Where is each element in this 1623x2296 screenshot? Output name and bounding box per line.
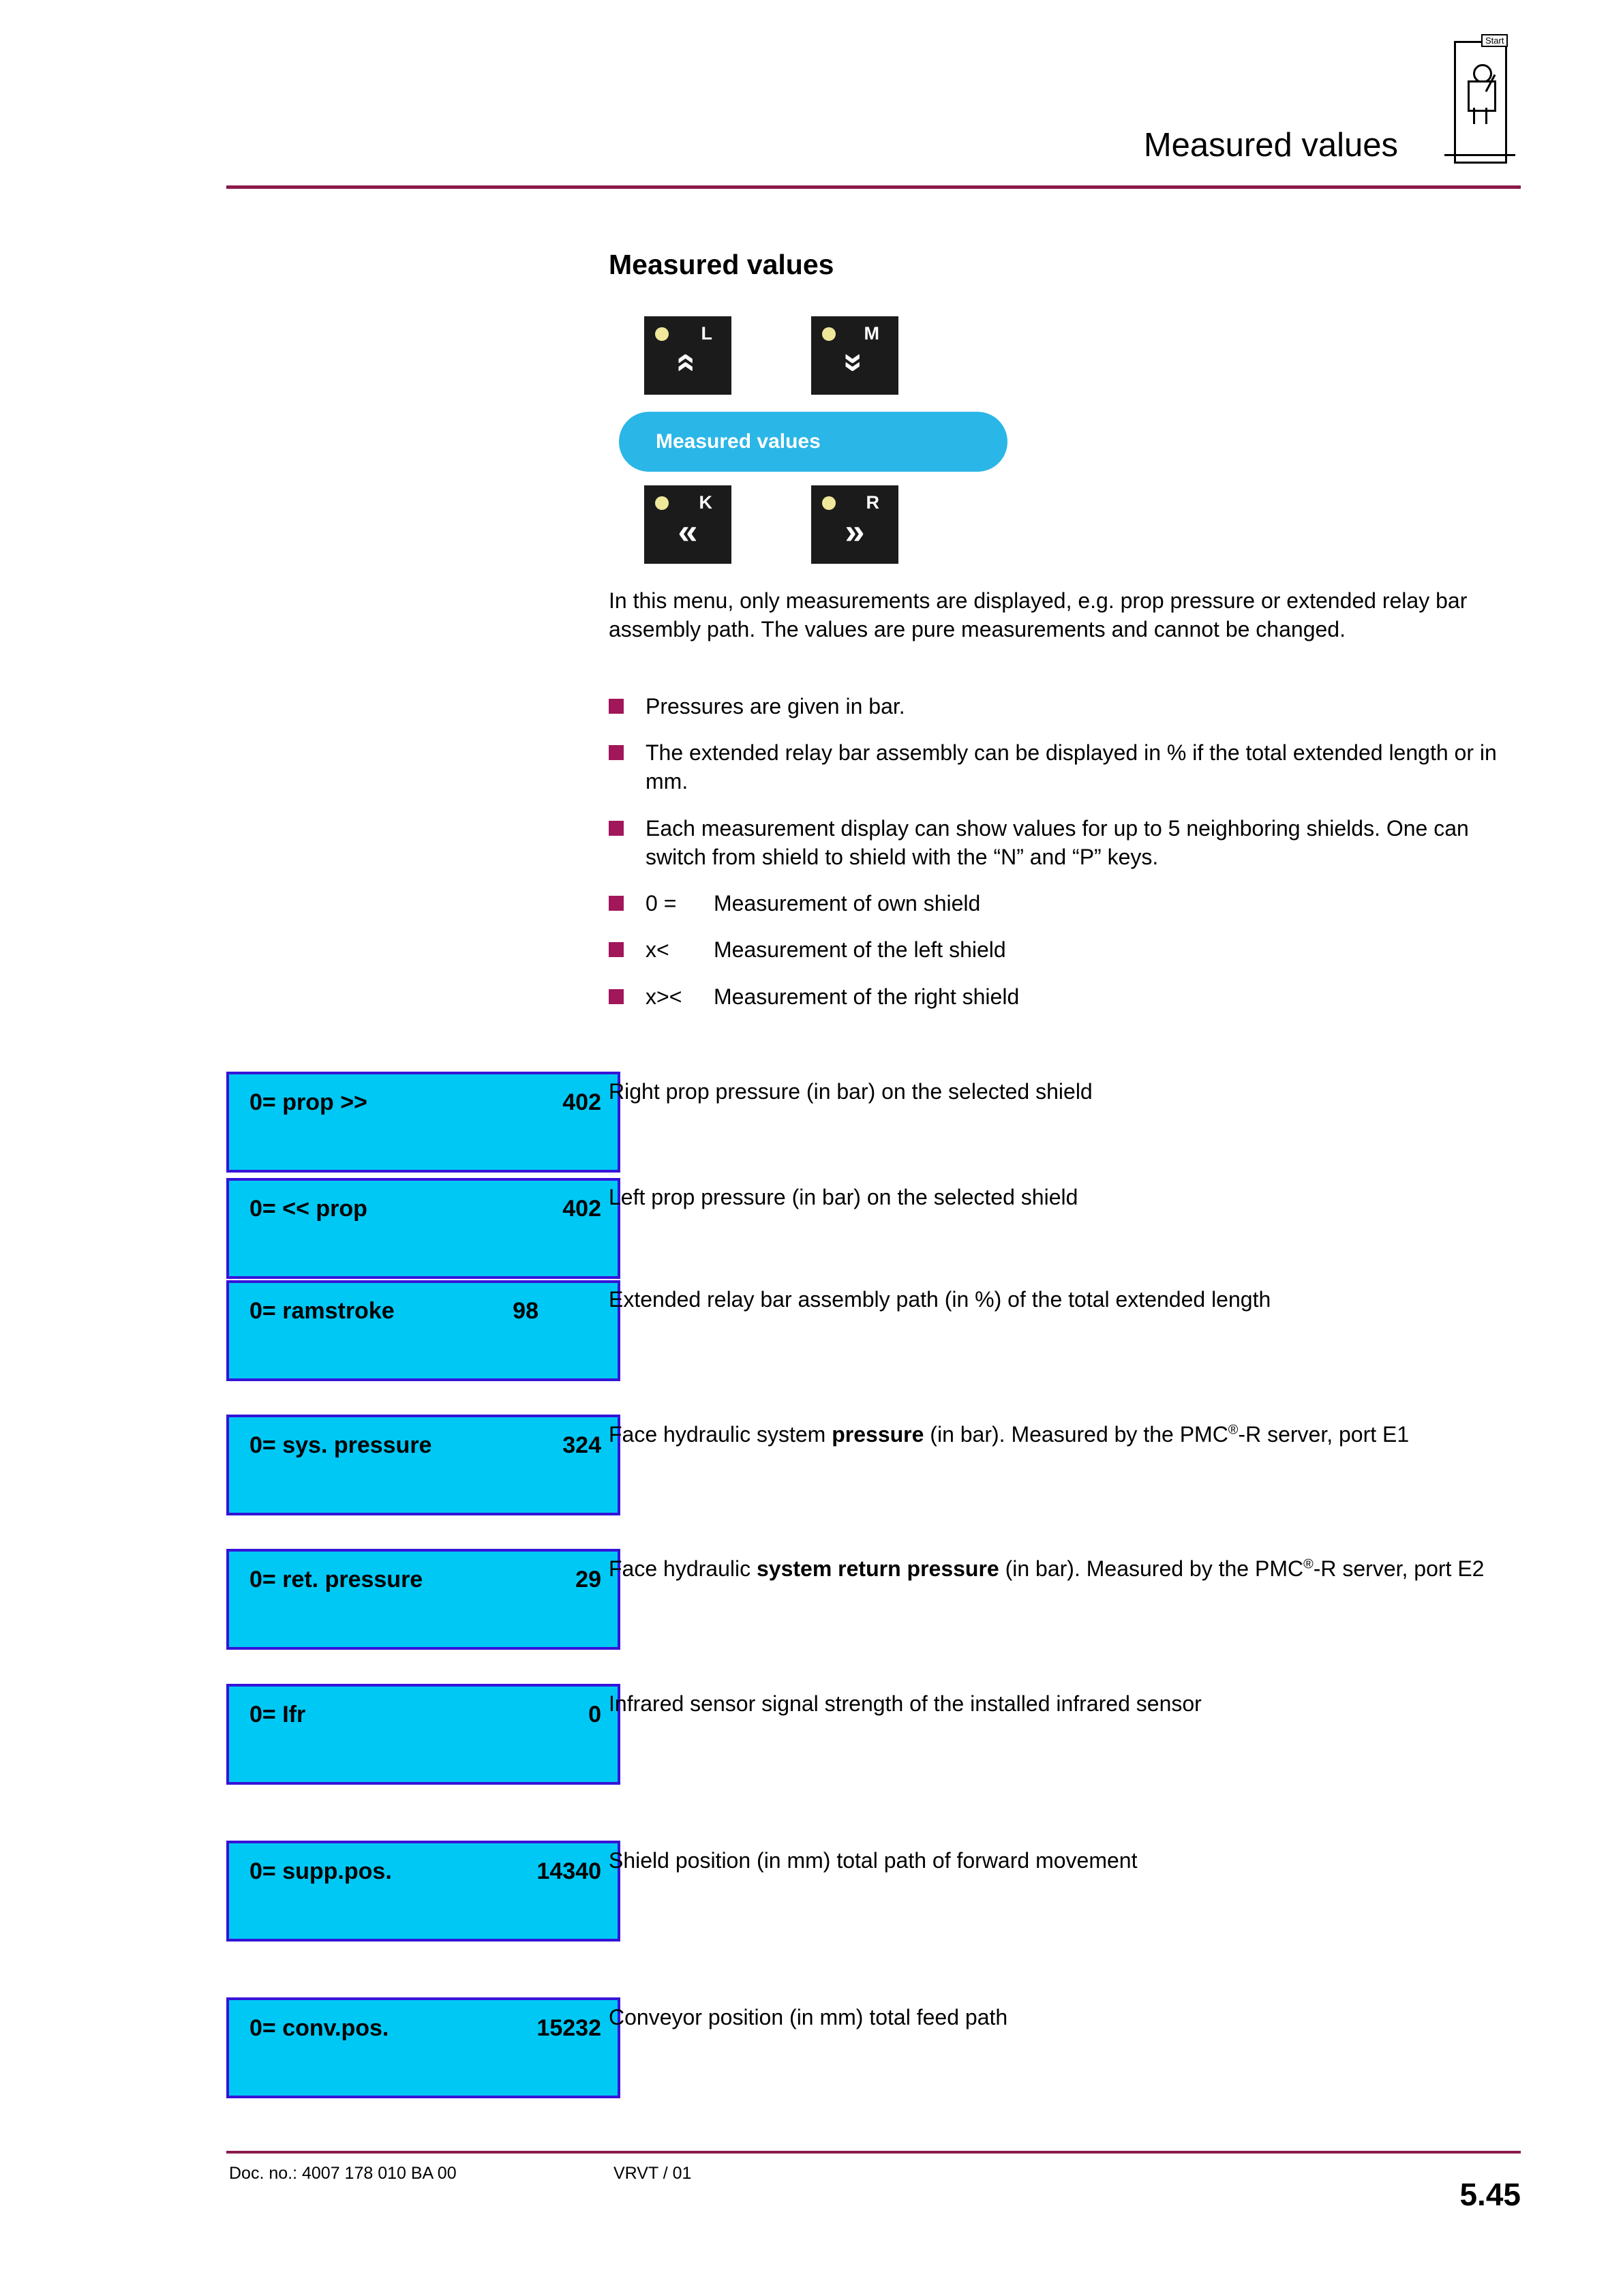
bullet-square-icon <box>609 942 624 957</box>
bullet-text: Pressures are given in bar. <box>646 694 905 719</box>
bullet-code: 0 = <box>646 891 677 916</box>
lcd-value: 98 <box>513 1298 539 1324</box>
key-letter: L <box>701 323 712 344</box>
lcd-label: 0= Ifr <box>249 1702 306 1727</box>
lcd-row-ifr[interactable] <box>226 1684 620 1785</box>
bullet-text: Measurement of the right shield <box>714 984 1020 1009</box>
bullet-square-icon <box>609 699 624 714</box>
footer-revision: VRVT / 01 <box>613 2164 692 2183</box>
list-item <box>609 889 1502 918</box>
led-indicator-icon <box>822 327 836 341</box>
lcd-value: 14340 <box>536 1858 601 1884</box>
list-item <box>609 982 1502 1011</box>
lcd-label: 0= conv.pos. <box>249 2015 389 2041</box>
list-item <box>609 738 1502 796</box>
bullet-square-icon <box>609 896 624 911</box>
bullet-text: Measurement of the left shield <box>714 937 1006 963</box>
bullet-text: Each measurement display can show values for up to 5 neighboring shields. One can switch from shield to shield with the “N” and “P” keys. <box>646 815 1469 869</box>
lcd-label: 0= prop >> <box>249 1089 367 1115</box>
lcd-row-prop-right[interactable] <box>226 1072 620 1173</box>
lcd-row-supp-pos[interactable] <box>226 1841 620 1942</box>
lcd-value: 324 <box>562 1432 601 1458</box>
lcd-label: 0= << prop <box>249 1196 367 1222</box>
key-button-r[interactable] <box>811 485 898 564</box>
chevron-down-icon: » <box>835 352 875 373</box>
chevron-up-icon: « <box>668 352 708 373</box>
bullet-code: x>< <box>646 984 682 1009</box>
bullet-list <box>609 692 1502 1029</box>
list-item <box>609 935 1502 964</box>
footer-divider <box>226 2151 1521 2154</box>
lcd-row-conv-pos[interactable] <box>226 1997 620 2098</box>
lcd-label: 0= sys. pressure <box>249 1432 432 1458</box>
lcd-row-prop-left[interactable] <box>226 1178 620 1279</box>
list-item <box>609 814 1502 871</box>
led-indicator-icon <box>655 496 669 510</box>
bullet-square-icon <box>609 989 624 1004</box>
operator-start-icon <box>1439 34 1519 170</box>
lcd-description: Right prop pressure (in bar) on the selected shield <box>609 1079 1093 1104</box>
lcd-label: 0= ramstroke <box>249 1298 395 1324</box>
start-label: Start <box>1481 34 1508 47</box>
key-letter: M <box>864 323 879 344</box>
lcd-label: 0= supp.pos. <box>249 1858 392 1884</box>
footer-doc-number: Doc. no.: 4007 178 010 BA 00 <box>229 2164 457 2183</box>
lcd-description: Shield position (in mm) total path of forward movement <box>609 1848 1138 1873</box>
header-divider <box>226 185 1521 189</box>
bullet-code: x< <box>646 937 669 963</box>
lcd-value: 402 <box>562 1196 601 1222</box>
list-item <box>609 692 1502 721</box>
bullet-text: Measurement of own shield <box>714 891 981 916</box>
lcd-description: Conveyor position (in mm) total feed path <box>609 2005 1008 2029</box>
lcd-value: 0 <box>588 1702 601 1727</box>
chevron-right-icon: » <box>845 512 865 552</box>
menu-pill-label: Measured values <box>656 430 821 453</box>
lcd-value: 29 <box>575 1567 601 1592</box>
lcd-row-ramstroke[interactable] <box>226 1280 620 1381</box>
key-letter: K <box>699 492 712 513</box>
chevron-left-icon: « <box>678 512 698 552</box>
bullet-square-icon <box>609 821 624 836</box>
lcd-description: Face hydraulic system pressure (in bar). Measured by the PMC®-R server, port E1 <box>609 1422 1410 1447</box>
page-title: Measured values <box>609 249 834 280</box>
lcd-row-sys-pressure[interactable] <box>226 1415 620 1515</box>
led-indicator-icon <box>655 327 669 341</box>
lcd-value: 402 <box>562 1089 601 1115</box>
key-button-k[interactable] <box>644 485 731 564</box>
lcd-description: Left prop pressure (in bar) on the selected shield <box>609 1185 1078 1209</box>
lcd-description: Extended relay bar assembly path (in %) of the total extended length <box>609 1287 1271 1312</box>
lcd-label: 0= ret. pressure <box>249 1567 423 1592</box>
page-number: 5.45 <box>1459 2177 1521 2212</box>
bullet-text: The extended relay bar assembly can be displayed in % if the total extended length or in mm. <box>646 740 1497 794</box>
lcd-description: Face hydraulic system return pressure (in bar). Measured by the PMC®-R server, port E2 <box>609 1556 1485 1581</box>
lcd-row-ret-pressure[interactable] <box>226 1549 620 1650</box>
bullet-square-icon <box>609 745 624 760</box>
intro-paragraph: In this menu, only measurements are displayed, e.g. prop pressure or extended relay bar assembly path. The values are pure measurements and cannot be changed. <box>609 588 1468 642</box>
header-title: Measured values <box>1143 127 1398 164</box>
lcd-value: 15232 <box>536 2015 601 2041</box>
key-button-l[interactable] <box>644 316 731 395</box>
page-header <box>0 0 1623 198</box>
lcd-description: Infrared sensor signal strength of the installed infrared sensor <box>609 1691 1202 1716</box>
key-letter: R <box>866 492 879 513</box>
key-button-m[interactable] <box>811 316 898 395</box>
menu-pill-measured-values[interactable] <box>619 412 1007 472</box>
led-indicator-icon <box>822 496 836 510</box>
